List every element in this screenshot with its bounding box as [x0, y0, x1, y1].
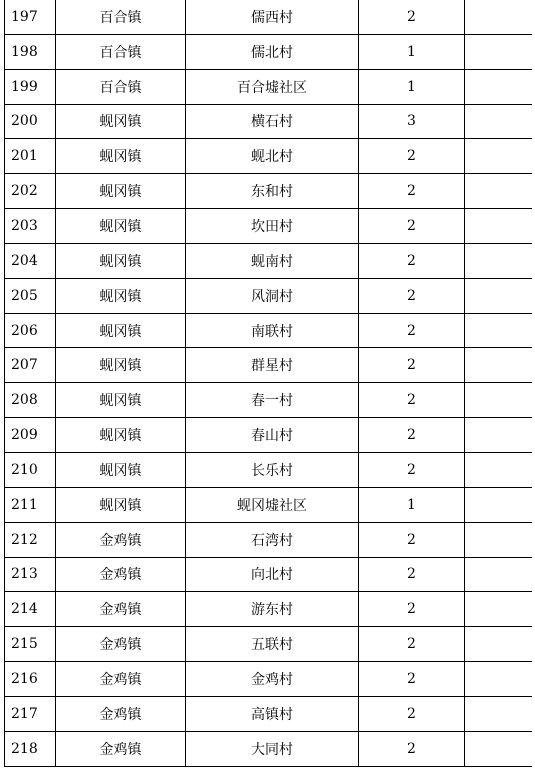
count-cell: 2 [359, 557, 465, 592]
village-cell: 长乐村 [186, 452, 359, 487]
village-cell: 春山村 [186, 418, 359, 453]
table-row [5, 452, 533, 487]
village-cell: 百合墟社区 [186, 69, 359, 104]
row-number-cell: 199 [5, 69, 56, 104]
note-cell [465, 487, 533, 522]
count-cell: 2 [359, 418, 465, 453]
note-cell [465, 418, 533, 453]
row-number-cell: 203 [5, 209, 56, 244]
town-cell: 百合镇 [56, 69, 186, 104]
count-cell: 2 [359, 592, 465, 627]
table-row [5, 139, 533, 174]
table-row [5, 487, 533, 522]
row-number-cell: 205 [5, 278, 56, 313]
village-cell: 蚬冈墟社区 [186, 487, 359, 522]
count-cell: 2 [359, 313, 465, 348]
note-cell [465, 557, 533, 592]
town-cell: 蚬冈镇 [56, 209, 186, 244]
table-row [5, 0, 533, 34]
table-row [5, 731, 533, 766]
row-number-cell: 201 [5, 139, 56, 174]
village-cell: 春一村 [186, 383, 359, 418]
town-cell: 蚬冈镇 [56, 139, 186, 174]
row-number-cell: 213 [5, 557, 56, 592]
note-cell [465, 696, 533, 731]
row-number-cell: 207 [5, 348, 56, 383]
table-row [5, 522, 533, 557]
note-cell [465, 592, 533, 627]
village-cell: 风洞村 [186, 278, 359, 313]
table-row [5, 34, 533, 69]
table-row [5, 348, 533, 383]
note-cell [465, 278, 533, 313]
town-cell: 蚬冈镇 [56, 278, 186, 313]
town-cell: 百合镇 [56, 34, 186, 69]
village-cell: 群星村 [186, 348, 359, 383]
note-cell [465, 0, 533, 34]
note-cell [465, 34, 533, 69]
row-number-cell: 202 [5, 174, 56, 209]
town-cell: 百合镇 [56, 0, 186, 34]
table-row [5, 696, 533, 731]
village-cell: 儒北村 [186, 34, 359, 69]
town-cell: 蚬冈镇 [56, 487, 186, 522]
count-cell: 2 [359, 209, 465, 244]
town-cell: 蚬冈镇 [56, 243, 186, 278]
town-cell: 金鸡镇 [56, 522, 186, 557]
count-cell: 2 [359, 348, 465, 383]
table-row [5, 69, 533, 104]
village-cell: 南联村 [186, 313, 359, 348]
town-cell: 蚬冈镇 [56, 174, 186, 209]
row-number-cell: 211 [5, 487, 56, 522]
town-cell: 金鸡镇 [56, 592, 186, 627]
row-number-cell: 200 [5, 104, 56, 139]
table-row [5, 243, 533, 278]
note-cell [465, 452, 533, 487]
note-cell [465, 522, 533, 557]
town-cell: 蚬冈镇 [56, 104, 186, 139]
row-number-cell: 209 [5, 418, 56, 453]
village-cell: 高镇村 [186, 696, 359, 731]
table-container [4, 0, 532, 767]
table-row [5, 627, 533, 662]
village-cell: 坎田村 [186, 209, 359, 244]
table-row [5, 383, 533, 418]
village-cell: 儒西村 [186, 0, 359, 34]
town-cell: 蚬冈镇 [56, 313, 186, 348]
count-cell: 2 [359, 278, 465, 313]
count-cell: 3 [359, 104, 465, 139]
count-cell: 2 [359, 452, 465, 487]
town-cell: 金鸡镇 [56, 731, 186, 766]
count-cell: 2 [359, 627, 465, 662]
town-cell: 蚬冈镇 [56, 348, 186, 383]
count-cell: 2 [359, 139, 465, 174]
note-cell [465, 139, 533, 174]
village-cell: 东和村 [186, 174, 359, 209]
row-number-cell: 215 [5, 627, 56, 662]
count-cell: 1 [359, 69, 465, 104]
count-cell: 2 [359, 522, 465, 557]
count-cell: 1 [359, 34, 465, 69]
row-number-cell: 208 [5, 383, 56, 418]
village-cell: 蚬北村 [186, 139, 359, 174]
village-cell: 大同村 [186, 731, 359, 766]
table-body [5, 0, 533, 766]
village-cell: 蚬南村 [186, 243, 359, 278]
row-number-cell: 197 [5, 0, 56, 34]
row-number-cell: 210 [5, 452, 56, 487]
note-cell [465, 243, 533, 278]
row-number-cell: 216 [5, 662, 56, 697]
note-cell [465, 731, 533, 766]
note-cell [465, 69, 533, 104]
village-cell: 五联村 [186, 627, 359, 662]
count-cell: 2 [359, 0, 465, 34]
note-cell [465, 313, 533, 348]
row-number-cell: 206 [5, 313, 56, 348]
town-cell: 金鸡镇 [56, 557, 186, 592]
count-cell: 2 [359, 383, 465, 418]
table-row [5, 557, 533, 592]
village-table [4, 0, 532, 767]
table-row [5, 174, 533, 209]
note-cell [465, 662, 533, 697]
count-cell: 1 [359, 487, 465, 522]
town-cell: 蚬冈镇 [56, 383, 186, 418]
row-number-cell: 217 [5, 696, 56, 731]
row-number-cell: 218 [5, 731, 56, 766]
table-row [5, 592, 533, 627]
note-cell [465, 348, 533, 383]
table-row [5, 209, 533, 244]
town-cell: 蚬冈镇 [56, 418, 186, 453]
note-cell [465, 627, 533, 662]
village-cell: 金鸡村 [186, 662, 359, 697]
table-row [5, 278, 533, 313]
town-cell: 金鸡镇 [56, 662, 186, 697]
note-cell [465, 209, 533, 244]
table-row [5, 418, 533, 453]
count-cell: 2 [359, 696, 465, 731]
row-number-cell: 198 [5, 34, 56, 69]
table-row [5, 104, 533, 139]
village-cell: 横石村 [186, 104, 359, 139]
town-cell: 金鸡镇 [56, 696, 186, 731]
count-cell: 2 [359, 243, 465, 278]
town-cell: 金鸡镇 [56, 627, 186, 662]
town-cell: 蚬冈镇 [56, 452, 186, 487]
count-cell: 2 [359, 662, 465, 697]
row-number-cell: 212 [5, 522, 56, 557]
table-row [5, 662, 533, 697]
count-cell: 2 [359, 174, 465, 209]
note-cell [465, 383, 533, 418]
table-row [5, 313, 533, 348]
village-cell: 向北村 [186, 557, 359, 592]
row-number-cell: 214 [5, 592, 56, 627]
note-cell [465, 104, 533, 139]
count-cell: 2 [359, 731, 465, 766]
village-cell: 游东村 [186, 592, 359, 627]
village-cell: 石湾村 [186, 522, 359, 557]
note-cell [465, 174, 533, 209]
row-number-cell: 204 [5, 243, 56, 278]
